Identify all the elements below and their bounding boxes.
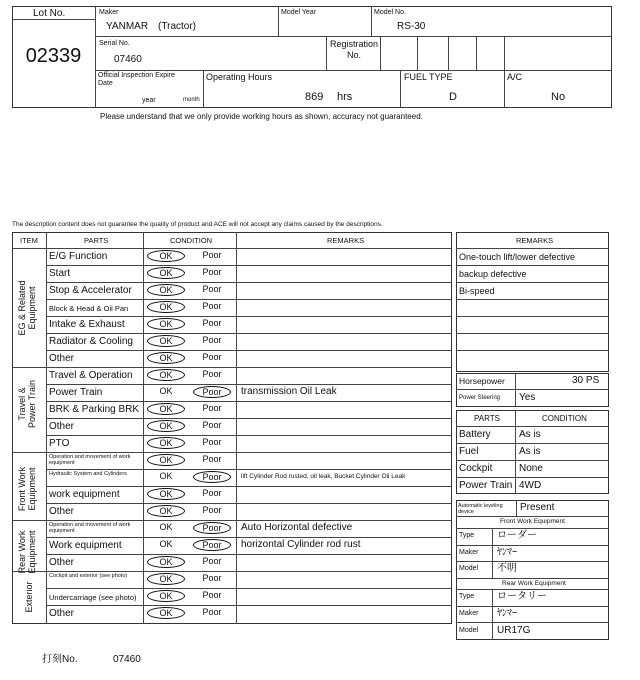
category-eg: EG & Related Equipment <box>17 280 37 336</box>
front-model-value: 不明 <box>497 563 517 574</box>
side-condition-header: CONDITION <box>542 414 587 423</box>
header-remarks: REMARKS <box>327 236 365 245</box>
maker-label: Maker <box>99 9 119 16</box>
ac-label: A/C <box>507 72 523 82</box>
part-label: Other <box>49 353 75 364</box>
rear-maker-value: ﾔﾝﾏｰ <box>497 608 517 619</box>
hours-unit: hrs <box>337 91 353 103</box>
disclaimer: The description content does not guarantee the quality of product and ACE will not accept any claims caused by the descriptions. <box>12 221 383 228</box>
power-train-label: Power Train <box>459 480 513 491</box>
condition-ok: OK <box>147 301 185 313</box>
front-maker-label: Maker <box>459 549 479 556</box>
condition-poor: Poor <box>202 420 222 430</box>
condition-poor: Poor <box>202 556 222 566</box>
condition-poor: Poor <box>202 607 222 617</box>
part-label: Stop & Accelerator <box>49 285 132 296</box>
part-label: PTO <box>49 438 70 449</box>
hours-note: Please understand that we only provide working hours as shown, accuracy not guaranteed. <box>100 112 423 121</box>
category-exterior: Exterior <box>24 581 34 613</box>
stamp-value: 07460 <box>113 654 141 665</box>
condition-poor: Poor <box>202 369 222 379</box>
category-rear: Rear Work Equipment <box>17 530 37 574</box>
condition-poor: Poor <box>202 352 222 362</box>
header-parts: PARTS <box>84 236 109 245</box>
fuel-value: D <box>449 91 457 103</box>
condition-poor: Poor <box>202 505 222 515</box>
condition-ok: OK <box>147 556 185 568</box>
condition-poor: Poor <box>202 318 222 328</box>
category-travel: Travel & Power Train <box>17 379 37 429</box>
rear-type-value: ロータリー <box>497 591 547 602</box>
part-label: Operation and movement of work equipment <box>49 454 131 466</box>
condition-ok: OK <box>147 437 185 449</box>
stamp-label: 打刻No. <box>42 654 78 665</box>
condition-poor: Poor <box>193 539 231 551</box>
row-remark: lift Cylinder Rod rusted, oil leak, Bucket Cylinder Oil Leak <box>241 473 406 480</box>
condition-ok: OK <box>147 369 185 381</box>
part-label: Cockpit and exterior (see photo) <box>49 573 128 579</box>
condition-ok: OK <box>147 488 185 500</box>
condition-poor: Poor <box>193 522 231 534</box>
condition-ok: OK <box>147 607 185 619</box>
condition-ok: OK <box>147 454 185 466</box>
model-year-label: Model Year <box>281 9 317 16</box>
condition-poor: Poor <box>202 590 222 600</box>
side-parts-header: PARTS <box>474 414 500 423</box>
fuel-cond-value: As is <box>519 446 541 457</box>
condition-poor: Poor <box>202 267 222 277</box>
rear-model-label: Model <box>459 627 479 634</box>
side-remark-1: One-touch lift/lower defective <box>459 252 576 262</box>
battery-value: As is <box>519 429 541 440</box>
serial-label: Serial No. <box>99 40 130 47</box>
condition-ok: OK <box>147 250 185 262</box>
lot-label: Lot No. <box>33 8 66 19</box>
front-equipment-header: Front Work Equipment <box>500 518 565 525</box>
year-label: year <box>142 97 156 104</box>
power-train-value: 4WD <box>519 480 542 491</box>
part-label: Operation and movement of work equipment <box>49 522 131 534</box>
condition-ok: OK <box>159 386 173 396</box>
model-value: RS-30 <box>397 21 426 32</box>
rear-type-label: Type <box>459 593 475 600</box>
condition-poor: Poor <box>202 335 222 345</box>
month-label: month <box>183 97 200 103</box>
battery-label: Battery <box>459 429 491 440</box>
rear-maker-label: Maker <box>459 610 479 617</box>
hours-value: 869 <box>305 91 324 103</box>
rear-model-value: UR17G <box>497 625 531 636</box>
leveling-value: Present <box>520 502 555 513</box>
condition-poor: Poor <box>193 386 231 398</box>
part-label: Other <box>49 421 75 432</box>
part-label: Work equipment <box>49 540 122 551</box>
part-label: Block & Head & Oil Pan <box>49 304 129 313</box>
part-label: Hydraulic System and Cylinders <box>49 471 127 477</box>
part-label: BRK & Parking BRK <box>49 404 140 415</box>
condition-poor: Poor <box>202 284 222 294</box>
condition-ok: OK <box>147 420 185 432</box>
row-remark: transmission Oil Leak <box>241 386 337 397</box>
part-label: Start <box>49 268 71 279</box>
condition-ok: OK <box>147 318 185 330</box>
condition-ok: OK <box>147 284 185 296</box>
inspection-label: Official Inspection Expire Date <box>98 72 175 87</box>
front-type-label: Type <box>459 532 475 539</box>
maker-value: YANMAR (Tractor) <box>106 21 196 32</box>
condition-ok: OK <box>147 403 185 415</box>
part-label: Radiator & Cooling <box>49 336 133 347</box>
category-front: Front Work Equipment <box>17 466 37 512</box>
condition-ok: OK <box>147 573 185 585</box>
horsepower-label: Horsepower <box>459 376 505 386</box>
condition-ok: OK <box>147 267 185 279</box>
condition-poor: Poor <box>202 403 222 413</box>
registration-label: Registration No. <box>329 39 379 60</box>
condition-poor: Poor <box>202 437 222 447</box>
cockpit-label: Cockpit <box>459 463 493 474</box>
condition-ok: OK <box>147 335 185 347</box>
header-item: ITEM <box>20 236 38 245</box>
horsepower-value: 30 PS <box>572 375 600 386</box>
side-remark-3: Bi-speed <box>459 286 495 296</box>
condition-poor: Poor <box>202 488 222 498</box>
front-model-label: Model <box>459 565 479 572</box>
serial-value: 07460 <box>114 54 142 65</box>
part-label: Power Train <box>49 387 103 398</box>
fuel-label: FUEL TYPE <box>404 72 453 82</box>
part-label: Other <box>49 608 75 619</box>
row-remark: Auto Horizontal defective <box>241 522 353 533</box>
condition-poor: Poor <box>202 250 222 260</box>
condition-ok: OK <box>147 505 185 517</box>
condition-ok: OK <box>147 590 185 602</box>
row-remark: horizontal Cylinder rod rust <box>241 539 361 550</box>
part-label: work equipment <box>49 489 120 500</box>
part-label: Travel & Operation <box>49 370 133 381</box>
part-label: Intake & Exhaust <box>49 319 125 330</box>
side-remark-2: backup defective <box>459 269 527 279</box>
front-maker-value: ﾔﾝﾏｰ <box>497 547 517 558</box>
condition-poor: Poor <box>202 454 222 464</box>
fuel-cond-label: Fuel <box>459 446 479 457</box>
condition-ok: OK <box>159 471 173 481</box>
model-label: Model No. <box>374 9 406 16</box>
part-label: E/G Function <box>49 251 108 262</box>
part-label: Other <box>49 506 75 517</box>
steering-label: Power Steering <box>459 395 501 401</box>
leveling-label: Automatic leveling device <box>458 503 503 515</box>
part-label: Undercarriage (see photo) <box>49 593 137 602</box>
front-type-value: ローダー <box>497 530 537 541</box>
header-condition: CONDITION <box>170 236 213 245</box>
lot-number: 02339 <box>25 45 82 67</box>
side-remarks-header: REMARKS <box>516 236 554 245</box>
cockpit-value: None <box>519 463 543 474</box>
condition-poor: Poor <box>202 301 222 311</box>
condition-ok: OK <box>159 539 173 549</box>
steering-value: Yes <box>519 392 536 403</box>
ac-value: No <box>551 91 566 103</box>
rear-equipment-header: Rear Work Equipment <box>502 580 566 587</box>
condition-poor: Poor <box>202 573 222 583</box>
condition-ok: OK <box>147 352 185 364</box>
part-label: Other <box>49 557 75 568</box>
condition-ok: OK <box>159 522 173 532</box>
hours-label: Operating Hours <box>206 72 273 82</box>
condition-poor: Poor <box>193 471 231 483</box>
